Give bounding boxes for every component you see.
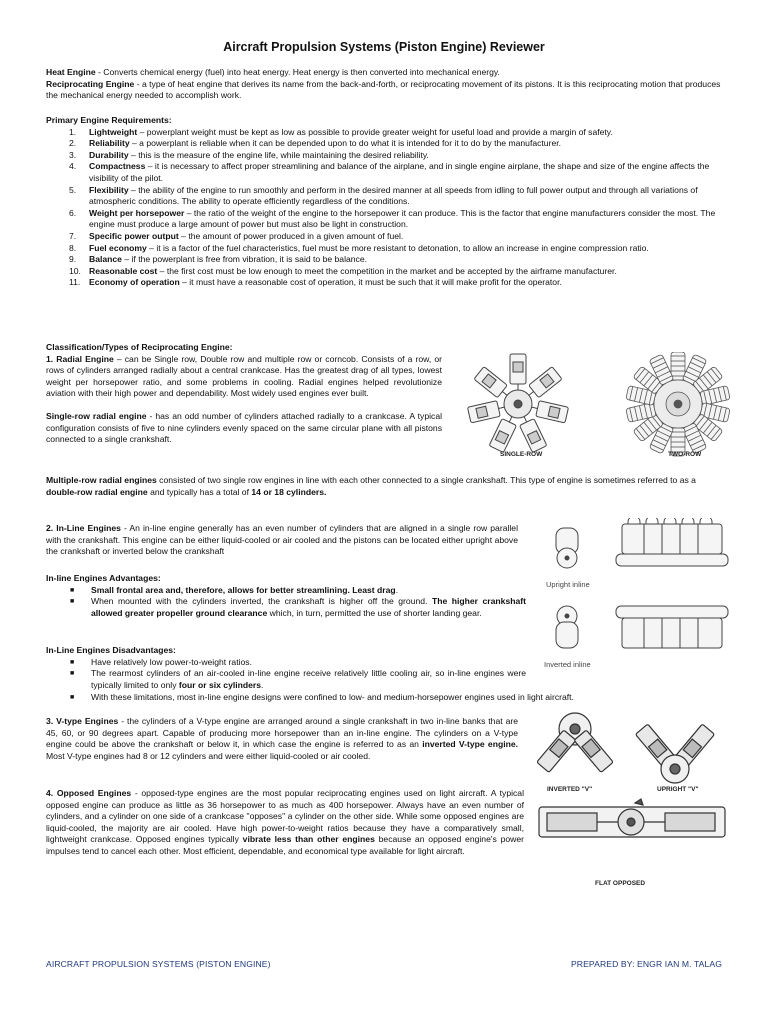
advantage-2-text-c: which, in turn, permitted the use of shorter landing gear. [267,607,482,618]
multiple-row-text-2: and typically has a total of [147,486,252,497]
inline-engine-figure [536,518,736,678]
radial-engine-text: – can be Single row, Double row and multiple row or corncob. Consists of a row, or rows of cylinders arranged radially about a central crankcase. Has the greatest drag of all types, lowest weight per horsepower ratio, and some problems in cooling. Radial engines helped revolutionize aviation with their high power and dependability. Most widely used engines ever built. [46,353,442,399]
v-type-paragraph [46,716,518,762]
disadvantage-2-text-c: . [261,679,264,690]
classification-heading [46,342,442,354]
multiple-row-text-1: consisted of two single row engines in line with each other connected to a single crankshaft. This type of engine is sometimes referred to as a [156,475,696,485]
disadvantages-heading: In-Line Engines Disadvantages: [46,645,176,655]
heat-engine-definition [46,67,726,79]
inverted-v-caption: INVERTED "V" [547,786,593,793]
advantage-2-bold: The higher crankshaft allowed greater propeller ground clearance [91,596,526,618]
requirement-text: – the ability of the engine to run smoothly and perform in the desired manner at all speeds from idling to full power output and through all variations of atmospheric conditions. The ability to operate efficiently regardless of the conditions. [89,184,698,207]
requirement-text: – this is the measure of the engine life, while maintaining the desired reliability. [128,149,429,160]
disadvantage-2-text-a: The rearmost cylinders of an air-cooled in-line engine receive relatively little cooling air, so in-line engines were typically limited to only [91,668,526,690]
upright-inline-illustration [556,518,728,568]
requirement-term: Weight per horsepower [89,207,185,218]
radial-cylinder [671,352,685,380]
multiple-row-paragraph [46,475,726,498]
requirement-text: – the ratio of the weight of the engine to the horsepower it can produce. This is the factor that engine manufacturers consider the most. The engine must produce a large amount of power but must also be light in construction. [89,207,716,230]
requirement-term: Economy of operation [89,277,180,288]
requirement-term: Reasonable cost [89,265,158,276]
heat-engine-term: Heat Engine [46,67,96,77]
disadvantage-item: ■ The rearmost cylinders of an air-cooled in-line engine receive relatively little cooling air, so in-line engines were typically limited to only four or six cylinders. [70,668,526,690]
advantage-item: ■ Small frontal area and, therefore, allows for better streamlining. Least drag. [70,584,399,595]
requirement-term: Fuel economy [89,242,147,253]
advantage-item: ■ When mounted with the cylinders inverted, the crankshaft is higher off the ground. The higher crankshaft allowed greater propeller ground clearance which, in turn, permitted the use of shorter landing gear. [70,596,526,618]
requirement-number: 3. [69,149,77,160]
requirement-term: Durability [89,149,129,160]
advantage-1-text: Small frontal area and, therefore, allows for better streamlining. Least drag [91,584,396,595]
requirement-term: Flexibility [89,184,129,195]
requirement-item [46,161,726,184]
inverted-v-term: inverted V-type engine. [422,739,518,750]
single-row-paragraph [46,411,442,446]
requirements-heading-text: Primary Engine Requirements: [46,115,172,125]
reciprocating-engine-text: - a type of heat engine that derives its name from the back-and-forth, or reciprocating movement of its pistons. It is this reciprocating motion that produces the mechanical energy needed to accomplish work. [46,78,721,101]
inline-engine-term: 2. In-Line Engines [46,523,121,533]
advantage-2-text-a: When mounted with the cylinders inverted, the crankshaft is higher off the ground. [91,596,432,607]
footer-right: PREPARED BY: ENGR IAN M. TALAG [570,959,722,969]
requirement-item [46,254,726,266]
upright-inline-caption: Upright inline [546,580,590,589]
requirement-item [46,150,726,162]
requirement-item [46,185,726,208]
requirement-number: 1. [69,126,77,137]
inline-engine-paragraph [46,523,518,558]
v-type-text-a: - the cylinders of a V-type engine are arranged around a single crankshaft in two in-line banks that are 45, 60, or 90 degrees apart. Capable of producing more horsepower than an in-line engine. The cylinders on a V-type engine could be above the crankshaft or below it, in which case the engine is referred to as an [46,716,518,750]
inline-advantages [46,573,526,619]
requirement-number: 2. [69,138,77,149]
flat-opposed-caption: FLAT OPPOSED [595,880,646,887]
requirement-item [46,231,726,243]
single-row-term: Single-row radial engine [46,410,147,421]
disadvantage-item: ■ With these limitations, most in-line engine designs were confined to low- and medium-horsepower engines used in light aircraft. [70,692,574,702]
vibrate-less-term: vibrate less than other engines [242,834,375,845]
requirement-item [46,266,726,278]
v-type-text-b: Most V-type engines had 8 or 12 cylinders and were either liquid-cooled or air cooled. [46,750,371,761]
requirement-term: Compactness [89,161,146,172]
requirement-number: 9. [69,254,77,265]
disadvantage-2-bold: four or six cylinders [178,679,262,690]
requirement-item [46,277,726,289]
radial-engine-figure [448,352,738,474]
upright-v-caption: UPRIGHT "V" [657,786,699,793]
opposed-text-b: because an opposed engine's power impulses tend to cancel each other. Most efficient, dependable, and economical type available for light aircraft. [46,834,524,856]
single-row-text: - has an odd number of cylinders attached radially to a crankcase. A typical configuration consists of five to nine cylinders evenly spaced on the same circular plane with all pistons connected to a single crankshaft. [46,410,443,445]
inverted-v-illustration [537,713,614,772]
requirement-number: 7. [69,230,77,241]
multiple-row-term: Multiple-row radial engines [46,475,157,485]
disadvantage-item: ■ Have relatively low power-to-weight ratios. [70,656,252,667]
requirement-term: Specific power output [89,230,179,241]
requirement-item [46,138,726,150]
two-row-radial-illustration [626,352,731,456]
requirement-term: Reliability [89,138,130,149]
double-row-term: double-row radial engine [46,486,148,497]
requirement-text: – it is a factor of the fuel characteristics, fuel must be more resistant to detonation, to allow an increase in engine compression ratio. [146,242,649,253]
radial-engine-term: 1. Radial Engine [46,353,114,364]
cylinder-count: 14 or 18 cylinders. [251,486,327,497]
two-row-caption: TWO-ROW [668,451,702,458]
single-row-radial-illustration [467,354,568,453]
classification-heading-text: Classification/Types of Reciprocating Engine: [46,342,233,352]
page-title: Aircraft Propulsion Systems (Piston Engine) Reviewer [223,40,545,54]
footer-left: AIRCRAFT PROPULSION SYSTEMS (PISTON ENGINE) [46,959,271,969]
requirement-number: 6. [69,207,77,218]
requirement-number: 5. [69,184,77,195]
requirements-section [46,115,726,289]
inline-engine-text: - An in-line engine generally has an even number of cylinders that are aligned in a single row parallel with the crankshaft. This engine can be either liquid-cooled or air cooled and the pistons can be located either upright above the crankshaft or inverted below the crankshaft [46,523,518,557]
radial-engine-paragraph [46,354,442,400]
requirement-text: – if the powerplant is free from vibration, it is said to be balance. [121,254,368,265]
requirements-list [46,127,726,289]
advantages-heading: In-line Engines Advantages: [46,573,161,583]
heat-engine-text: - Converts chemical energy (fuel) into heat energy. Heat energy is then converted into mechanical energy. [95,67,500,77]
inline-disadvantage-3 [46,692,736,704]
single-row-caption: SINGLE-ROW [500,451,543,458]
opposed-term: 4. Opposed Engines [46,788,132,798]
disadvantage-1-text: Have relatively low power-to-weight ratios. [91,656,252,667]
disadvantage-3-text: With these limitations, most in-line engine designs were confined to low- and medium-horsepower engines used in light aircraft. [91,692,574,702]
requirement-number: 11. [69,277,81,288]
requirement-item [46,243,726,255]
requirement-number: 8. [69,242,77,253]
disadvantages-list [46,657,526,692]
inline-disadvantages [46,645,526,691]
requirement-term: Balance [89,254,122,265]
reciprocating-engine-term: Reciprocating Engine [46,78,135,89]
advantage-1-end: . [395,584,399,595]
inverted-inline-caption: Inverted inline [544,660,591,669]
requirement-text: – a powerplant is reliable when it can be depended upon to do what it is intended for it to do by the manufacturer. [129,138,561,149]
flat-opposed-illustration [539,799,725,837]
requirement-text: – the first cost must be low enough to meet the competition in the market and be accepted by the airframe manufacturer. [157,265,617,276]
opposed-paragraph [46,788,524,858]
requirement-text: – the amount of power produced in a given amount of fuel. [178,230,404,241]
v-and-opposed-figure [533,707,733,897]
v-type-term: 3. V-type Engines [46,716,119,726]
requirement-item [46,127,726,139]
requirement-item [46,208,726,231]
advantages-list [46,585,526,620]
requirement-text: – powerplant weight must be kept as low as possible to provide greater weight for useful load and provide a margin of safety. [137,126,613,137]
radial-section [46,342,442,446]
reciprocating-engine-definition [46,79,726,102]
opposed-text-a: - opposed-type engines are the most popular reciprocating engines used on light aircraft. A typical opposed engine can produce as little as 36 horsepower to as much as 400 horsepower. Always have an even number of cylinders, and a cylinder on one side of a crankcase "opposes" a cylinder on the other side. While some opposed engines are liquid-cooled, the majority are air cooled. Have high power-to-weight ratios because they have a comparatively small, lightweight crankcase. Opposed engines typically [46,788,524,845]
requirement-number: 10. [69,265,81,276]
intro-section [46,67,726,102]
requirement-text: – it must have a reasonable cost of operation, it must be such that it will make profit for the operator. [179,277,562,288]
upright-v-illustration [635,724,714,783]
requirement-text: – it is necessary to affect proper streamlining and balance of the airplane, and in single engine airplane, the shape and size of the engine affects the visibility of the pilot. [89,161,710,183]
requirement-term: Lightweight [89,126,138,137]
requirement-number: 4. [69,161,77,172]
requirements-heading [46,115,726,127]
inverted-inline-illustration [556,606,728,648]
